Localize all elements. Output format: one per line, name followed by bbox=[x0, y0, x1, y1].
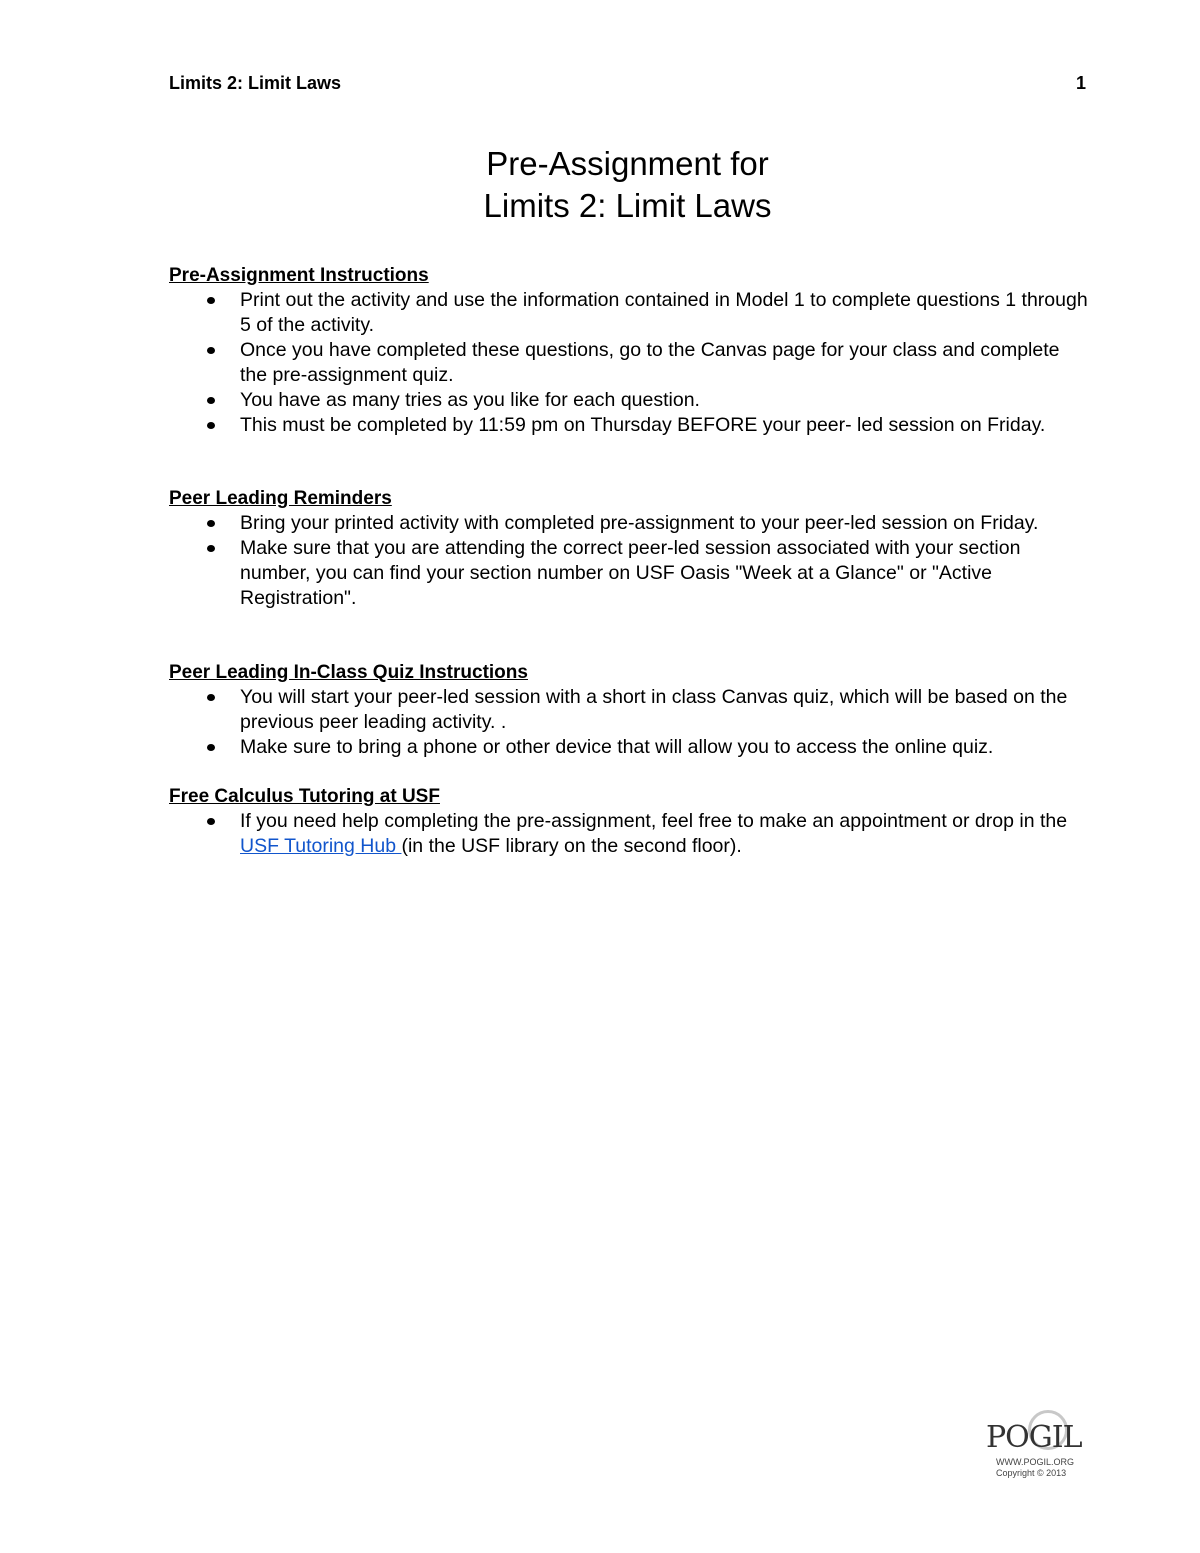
pogil-logo bbox=[986, 1410, 1086, 1480]
list-item bbox=[169, 511, 1089, 536]
page-number: 1 bbox=[1075, 73, 1086, 93]
bullet-list bbox=[169, 809, 1089, 859]
list-item-text: This must be completed by 11:59 pm on Thursday BEFORE your peer- led session on Friday. bbox=[240, 414, 1046, 436]
list-item-text: Make sure that you are attending the correct peer-led session associated with your section number, you can find your section number on USF Oasis "Week at a Glance" or "Active Registration". bbox=[240, 537, 1021, 609]
list-item-text: Print out the activity and use the information contained in Model 1 to complete questions 1 through 5 of the activity. bbox=[240, 289, 1088, 336]
section-peer-leading-reminders bbox=[169, 487, 1089, 611]
list-item bbox=[169, 735, 1089, 760]
logo-caption bbox=[996, 1457, 1074, 1479]
list-item bbox=[169, 288, 1089, 338]
list-item-text-before: If you need help completing the pre-assignment, feel free to make an appointment or drop in the bbox=[240, 810, 1068, 832]
list-item bbox=[169, 536, 1089, 611]
logo-url: WWW.POGIL.ORG bbox=[996, 1457, 1074, 1467]
list-item bbox=[169, 413, 1089, 438]
section-heading: Pre-Assignment Instructions bbox=[169, 265, 429, 286]
title-line-1: Pre-Assignment for bbox=[486, 145, 769, 182]
logo-wordmark: POGIL bbox=[986, 1420, 1082, 1455]
title-line-2: Limits 2: Limit Laws bbox=[483, 187, 772, 224]
bullet-list bbox=[169, 511, 1089, 611]
list-item bbox=[169, 809, 1089, 859]
list-item-text: Bring your printed activity with completed pre-assignment to your peer-led session on Friday. bbox=[240, 512, 1039, 534]
bullet-icon bbox=[207, 347, 215, 354]
list-item bbox=[169, 685, 1089, 735]
list-item-text: You will start your peer-led session with a short in class Canvas quiz, which will be based on the previous peer leading activity. . bbox=[240, 686, 1068, 733]
list-item-text: Once you have completed these questions, go to the Canvas page for your class and complete the pre-assignment quiz. bbox=[240, 339, 1060, 386]
bullet-icon bbox=[207, 520, 215, 527]
bullet-icon bbox=[207, 744, 215, 751]
list-item-text: Make sure to bring a phone or other device that will allow you to access the online quiz. bbox=[240, 736, 994, 758]
logo-copyright: Copyright © 2013 bbox=[996, 1468, 1067, 1478]
bullet-icon bbox=[207, 422, 215, 429]
list-item-text-after: (in the USF library on the second floor). bbox=[401, 835, 742, 857]
list-item bbox=[169, 388, 1089, 413]
bullet-list bbox=[169, 288, 1089, 438]
bullet-icon bbox=[207, 545, 215, 552]
section-in-class-quiz-instructions bbox=[169, 661, 1089, 760]
list-item bbox=[169, 338, 1089, 388]
bullet-icon bbox=[207, 297, 215, 304]
running-header-title: Limits 2: Limit Laws bbox=[169, 73, 342, 93]
bullet-icon bbox=[207, 397, 215, 404]
list-item-text: You have as many tries as you like for each question. bbox=[240, 389, 700, 411]
section-heading: Peer Leading Reminders bbox=[169, 488, 392, 509]
bullet-list bbox=[169, 685, 1089, 760]
usf-tutoring-hub-link[interactable]: USF Tutoring Hub bbox=[240, 835, 402, 857]
section-pre-assignment-instructions bbox=[169, 264, 1089, 438]
document-title bbox=[169, 143, 1086, 227]
bullet-icon bbox=[207, 694, 215, 701]
section-heading: Peer Leading In-Class Quiz Instructions bbox=[169, 662, 528, 683]
section-heading: Free Calculus Tutoring at USF bbox=[169, 786, 440, 807]
bullet-icon bbox=[207, 818, 215, 825]
section-free-calculus-tutoring bbox=[169, 785, 1089, 859]
